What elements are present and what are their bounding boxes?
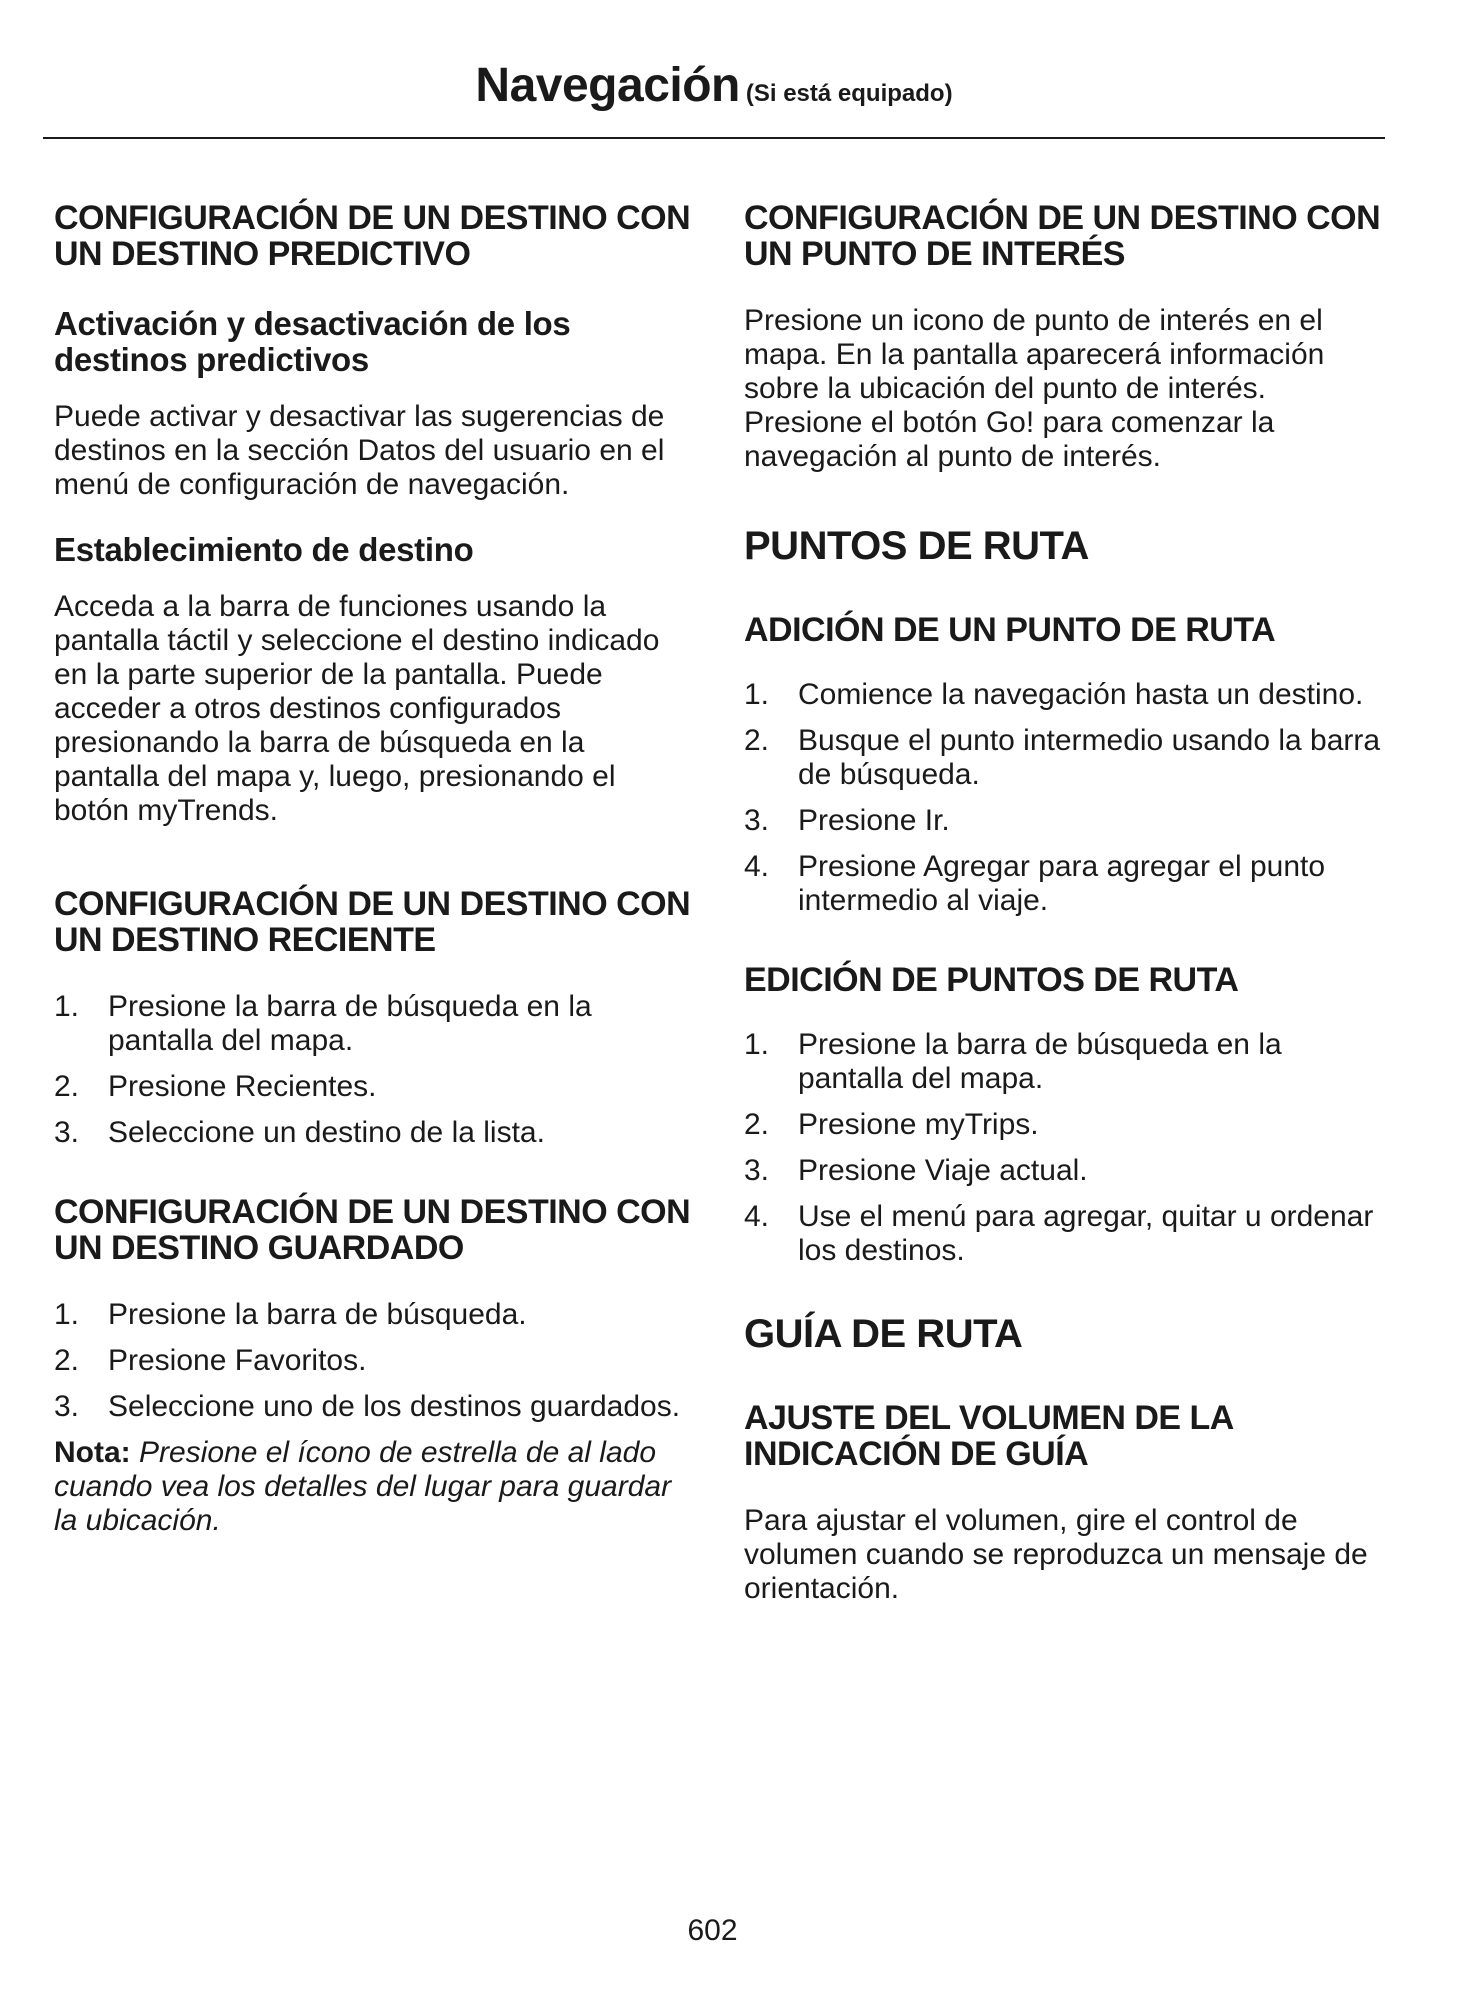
subsection-heading-add-waypoint: ADICIÓN DE UN PUNTO DE RUTA [744, 611, 1276, 649]
list-item: 3. Seleccione uno de los destinos guardados. [54, 1390, 681, 1423]
note [54, 1436, 694, 1538]
page-subtitle: (Si está equipado) [745, 80, 953, 107]
page-title: Navegación [475, 59, 740, 112]
subsection-heading-edit-waypoints: EDICIÓN DE PUNTOS DE RUTA [744, 961, 1239, 999]
section-heading-poi: CONFIGURACIÓN DE UN DESTINO CON UN PUNTO DE INTERÉS [744, 199, 1381, 273]
list-item: 2. Busque el punto intermedio usando la barra de búsqueda. [744, 724, 1381, 791]
list-item: 2. Presione Recientes. [54, 1070, 377, 1103]
list-item: 1. Comience la navegación hasta un destino. [744, 678, 1364, 711]
paragraph-set-destination: Acceda a la barra de funciones usando la pantalla táctil y seleccione el destino indicado en la parte superior de la pantalla. Puede acceder a otros destinos configurados presionando la barra de búsqueda en la pantalla del mapa y, luego, presionando el botón myTrends. [54, 590, 660, 827]
subheading-predictive-toggle: Activación y desactivación de los destinos predictivos [54, 305, 571, 378]
list-item: 3. Seleccione un destino de la lista. [54, 1116, 545, 1149]
subsection-heading-guidance-volume: AJUSTE DEL VOLUMEN DE LA INDICACIÓN DE GUÍA [744, 1399, 1233, 1473]
subheading-set-destination: Establecimiento de destino [54, 531, 474, 568]
recent-steps-list [54, 990, 694, 1150]
page-header [43, 58, 1385, 113]
paragraph-guidance-volume: Para ajustar el volumen, gire el control de volumen cuando se reproduzca un mensaje de orientación. [744, 1504, 1368, 1605]
list-item: 3. Presione Ir. [744, 804, 950, 837]
edit-waypoints-steps-list [744, 1028, 1384, 1268]
list-item: 1. Presione la barra de búsqueda en la pantalla del mapa. [744, 1028, 1282, 1095]
saved-steps-list [54, 1298, 694, 1424]
section-heading-waypoints: PUNTOS DE RUTA [744, 524, 1089, 568]
left-column [54, 200, 694, 1538]
section-heading-route-guidance: GUÍA DE RUTA [744, 1312, 1023, 1356]
paragraph-poi: Presione un icono de punto de interés en el mapa. En la pantalla aparecerá información sobre la ubicación del punto de interés. Presione el botón Go! para comenzar la navegación al punto de interés. [744, 304, 1325, 473]
right-column [744, 200, 1384, 1606]
section-heading-predictive: CONFIGURACIÓN DE UN DESTINO CON UN DESTINO PREDICTIVO [54, 199, 691, 273]
list-item: 2. Presione Favoritos. [54, 1344, 367, 1377]
list-item: 4. Presione Agregar para agregar el punto intermedio al viaje. [744, 850, 1326, 917]
page-number: 602 [687, 1914, 738, 1947]
list-item: 1. Presione la barra de búsqueda. [54, 1298, 527, 1331]
list-item: 2. Presione myTrips. [744, 1108, 1039, 1141]
list-item: 3. Presione Viaje actual. [744, 1154, 1088, 1187]
add-waypoint-steps-list [744, 678, 1384, 918]
paragraph-predictive-toggle: Puede activar y desactivar las sugerencias de destinos en la sección Datos del usuario en el menú de configuración de navegación. [54, 400, 665, 501]
note-text: Presione el ícono de estrella de al lado cuando vea los detalles del lugar para guardar la ubicación. [54, 1436, 672, 1537]
section-heading-saved: CONFIGURACIÓN DE UN DESTINO CON UN DESTINO GUARDADO [54, 1193, 691, 1267]
header-divider [43, 137, 1385, 139]
section-heading-recent: CONFIGURACIÓN DE UN DESTINO CON UN DESTINO RECIENTE [54, 885, 691, 959]
list-item: 1. Presione la barra de búsqueda en la pantalla del mapa. [54, 990, 592, 1057]
note-label: Nota: [54, 1436, 131, 1469]
list-item: 4. Use el menú para agregar, quitar u ordenar los destinos. [744, 1200, 1374, 1267]
